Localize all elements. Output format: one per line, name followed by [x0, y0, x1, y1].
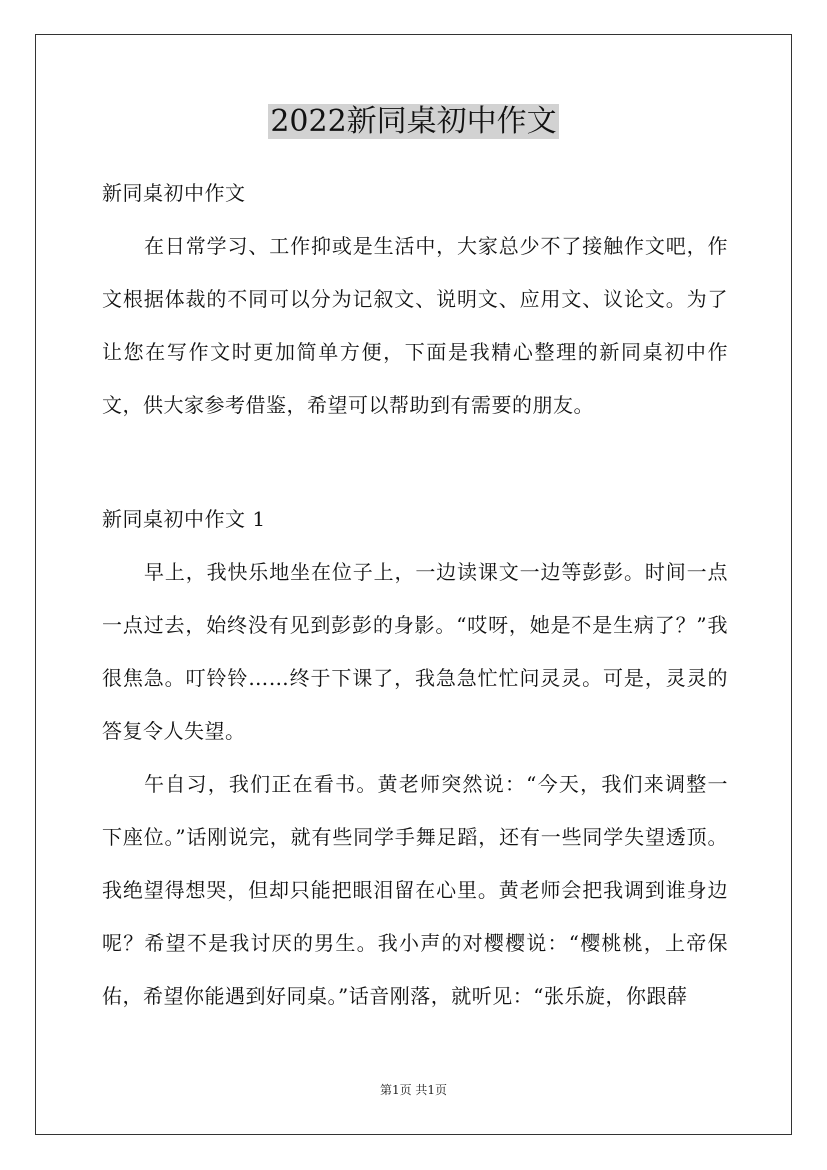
page-footer — [0, 1082, 827, 1098]
essay-paragraph: 午自习，我们正在看书。黄老师突然说：“今天，我们来调整一下座位。”话刚说完，就有些同学手舞足蹈，还有一些同学失望透顶。我绝望得想哭，但却只能把眼泪留在心里。黄老师会把我调到谁身边呢？希望不是我讨厌的男生。我小声的对樱樱说：“樱桃桃，上帝保佑，希望你能遇到好同桌。”话音刚落，就听见：“张乐旋，你跟薛 — [102, 772, 728, 1008]
essay-heading: 新同桌初中作文 1 — [102, 507, 266, 531]
section-heading: 新同桌初中作文 — [102, 181, 246, 205]
document-title-text: 2022新同桌初中作文 — [270, 104, 557, 139]
essay-section — [102, 493, 728, 1023]
essay-paragraph: 早上，我快乐地坐在位子上，一边读课文一边等彭彭。时间一点一点过去，始终没有见到彭彭的身影。“哎呀，她是不是生病了？”我很焦急。叮铃铃……终于下课了，我急急忙忙问灵灵。可是，灵灵的答复令人失望。 — [102, 560, 728, 743]
document-title — [0, 102, 827, 142]
document-body — [102, 167, 728, 432]
page-number: 第1页 共1页 — [379, 1083, 448, 1097]
intro-paragraph: 在日常学习、工作抑或是生活中，大家总少不了接触作文吧，作文根据体裁的不同可以分为记叙文、说明文、应用文、议论文。为了让您在写作文时更加简单方便，下面是我精心整理的新同桌初中作文，供大家参考借鉴，希望可以帮助到有需要的朋友。 — [102, 234, 728, 417]
